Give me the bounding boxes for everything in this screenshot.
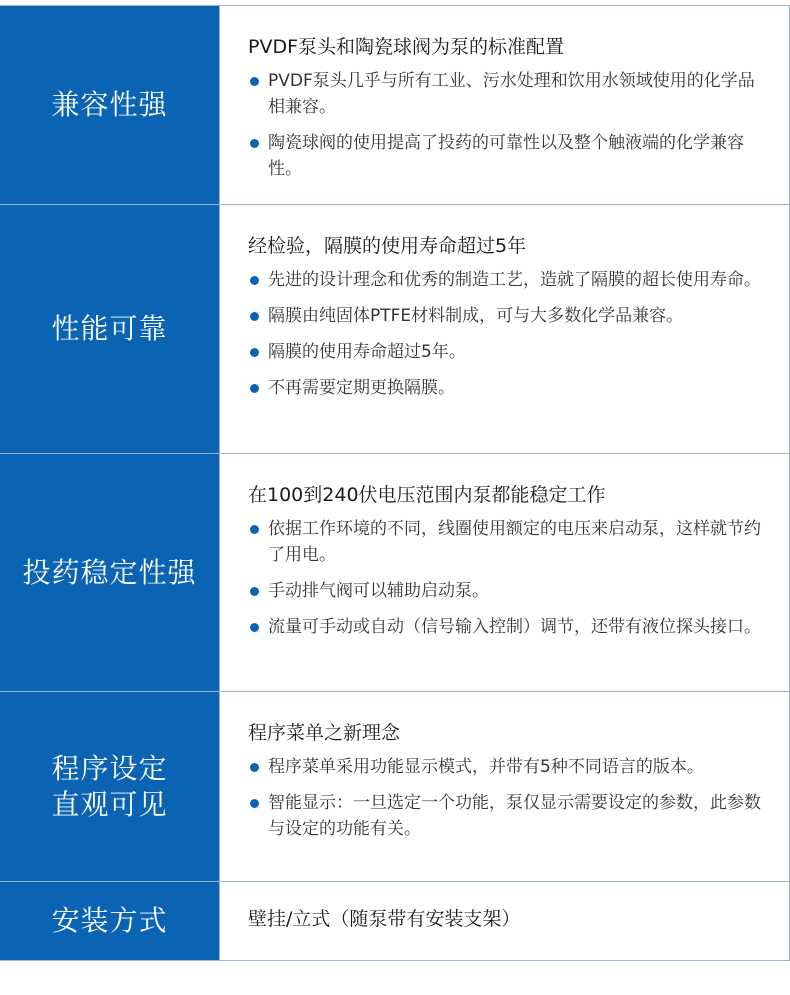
feature-row-installation	[0, 882, 790, 960]
list-item-text: 依据工作环境的不同，线圈使用额定的电压来启动泵，这样就节约了用电。	[268, 519, 761, 565]
row-content	[220, 205, 790, 453]
bullet-dot-icon	[248, 303, 268, 329]
row-label-text: 兼容性强	[51, 88, 168, 121]
list-item	[248, 303, 769, 329]
list-item-text: 陶瓷球阀的使用提高了投药的可靠性以及整个触液端的化学兼容性。	[268, 133, 744, 179]
row-label	[0, 454, 220, 691]
list-item	[248, 578, 769, 604]
row-label	[0, 205, 220, 453]
row-heading: 壁挂/立式（随泵带有安装支架）	[248, 908, 521, 930]
row-label	[0, 6, 220, 204]
feature-row-dosing-stability	[0, 454, 790, 692]
list-item	[248, 130, 769, 182]
row-label-text: 性能可靠	[51, 312, 168, 345]
bullet-dot-icon	[248, 130, 268, 182]
bullet-dot-icon	[248, 614, 268, 640]
row-heading: 经检验，隔膜的使用寿命超过5年	[248, 235, 527, 257]
list-item-text: PVDF泵头几乎与所有工业、污水处理和饮用水领域使用的化学品相兼容。	[268, 71, 755, 117]
bullet-dot-icon	[248, 790, 268, 842]
row-content	[220, 6, 790, 204]
bullet-dot-icon	[248, 339, 268, 365]
list-item-text: 手动排气阀可以辅助启动泵。	[268, 581, 489, 601]
row-label-text: 投药稳定性强	[22, 555, 197, 589]
list-item	[248, 614, 769, 640]
list-item-text: 程序菜单采用功能显示模式，并带有5种不同语言的版本。	[268, 757, 704, 777]
feature-table	[0, 5, 790, 961]
row-label	[0, 692, 220, 881]
bullet-dot-icon	[248, 267, 268, 293]
feature-row-reliability	[0, 205, 790, 454]
row-label-text: 程序设定	[51, 751, 168, 785]
feature-row-compatibility	[0, 6, 790, 205]
bullet-dot-icon	[248, 375, 268, 401]
list-item-text: 隔膜的使用寿命超过5年。	[268, 342, 466, 362]
row-content	[220, 692, 790, 881]
list-item-text: 智能显示：一旦选定一个功能，泵仅显示需要设定的参数，此参数与设定的功能有关。	[268, 793, 761, 839]
list-item-text: 流量可手动或自动（信号输入控制）调节，还带有液位探头接口。	[268, 617, 761, 637]
row-heading: 在100到240伏电压范围内泵都能稳定工作	[248, 484, 606, 506]
list-item	[248, 267, 769, 293]
bullet-dot-icon	[248, 68, 268, 120]
bullet-dot-icon	[248, 578, 268, 604]
list-item	[248, 754, 769, 780]
list-item	[248, 375, 769, 401]
list-item	[248, 339, 769, 365]
row-content	[220, 882, 790, 960]
row-label-text: 安装方式	[51, 904, 168, 937]
list-item-text: 先进的设计理念和优秀的制造工艺，造就了隔膜的超长使用寿命。	[268, 270, 761, 290]
list-item	[248, 790, 769, 842]
list-item-text: 不再需要定期更换隔膜。	[268, 378, 455, 398]
list-item	[248, 68, 769, 120]
list-item	[248, 516, 769, 568]
list-item-text: 隔膜由纯固体PTFE材料制成，可与大多数化学品兼容。	[268, 306, 684, 326]
row-label-text: 直观可见	[51, 787, 168, 821]
row-heading: PVDF泵头和陶瓷球阀为泵的标准配置	[248, 36, 565, 58]
row-label	[0, 882, 220, 960]
row-heading: 程序菜单之新理念	[248, 722, 401, 744]
bullet-dot-icon	[248, 754, 268, 780]
bullet-dot-icon	[248, 516, 268, 568]
row-content	[220, 454, 790, 691]
feature-row-programming	[0, 692, 790, 882]
